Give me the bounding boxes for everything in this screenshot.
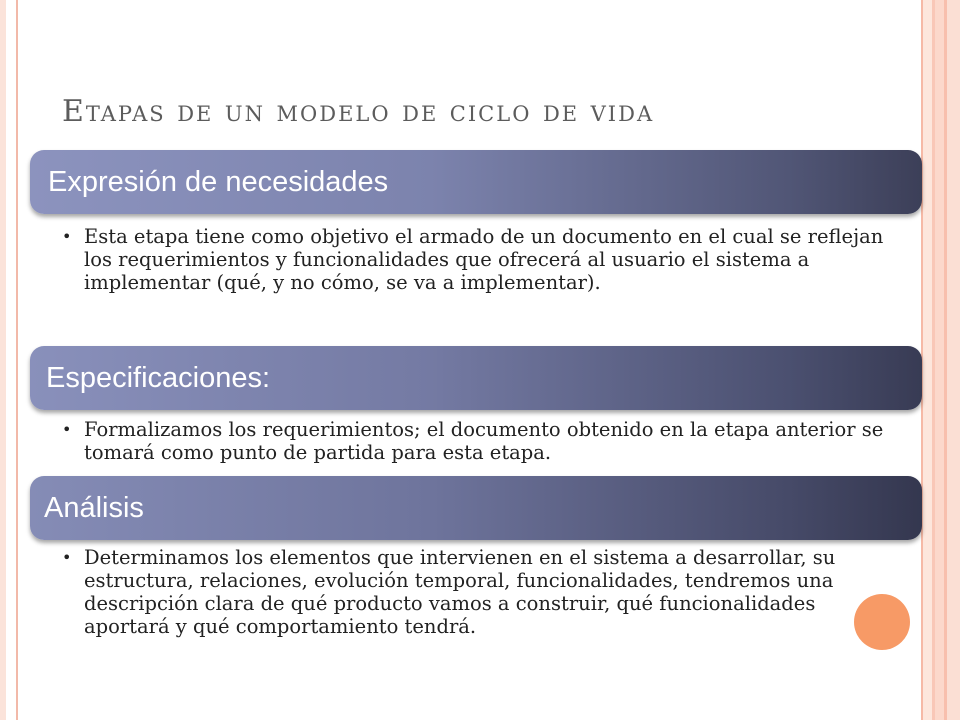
section-heading-label: Análisis xyxy=(44,491,144,524)
bullet-text: Determinamos los elementos que intervienen en el sistema a desarrollar, su estructura, relaciones, evolución temporal, funcionalidades, tendremos una descripción clara de qué producto vamos a construir, qué funcionalidades aportará y qué comportamiento tendrá. xyxy=(84,546,836,638)
section-header-expresion xyxy=(30,150,922,214)
slide-title: Etapas de un modelo de ciclo de vida xyxy=(62,94,655,129)
bullet-item-expresion xyxy=(62,225,904,294)
decorative-orange-circle xyxy=(854,594,910,650)
section-heading-label: Expresión de necesidades xyxy=(48,165,389,198)
bullet-item-analisis xyxy=(62,546,904,638)
bullet-item-especificaciones xyxy=(62,418,904,464)
right-decorative-stripes xyxy=(918,0,960,720)
section-header-analisis xyxy=(30,476,922,540)
left-border-frame xyxy=(0,0,18,720)
bullet-dot: • xyxy=(62,548,72,567)
bullet-text: Esta etapa tiene como objetivo el armado de un documento en el cual se reflejan los requerimientos y funcionalidades que ofrecerá al usuario el sistema a implementar (qué, y no cómo, se va a implementar). xyxy=(84,225,884,294)
section-heading-label: Especificaciones: xyxy=(46,361,271,394)
bullet-dot: • xyxy=(62,420,72,439)
section-header-especificaciones xyxy=(30,346,922,410)
bullet-text: Formalizamos los requerimientos; el documento obtenido en la etapa anterior se tomará como punto de partida para esta etapa. xyxy=(84,418,884,464)
bullet-dot: • xyxy=(62,227,72,246)
